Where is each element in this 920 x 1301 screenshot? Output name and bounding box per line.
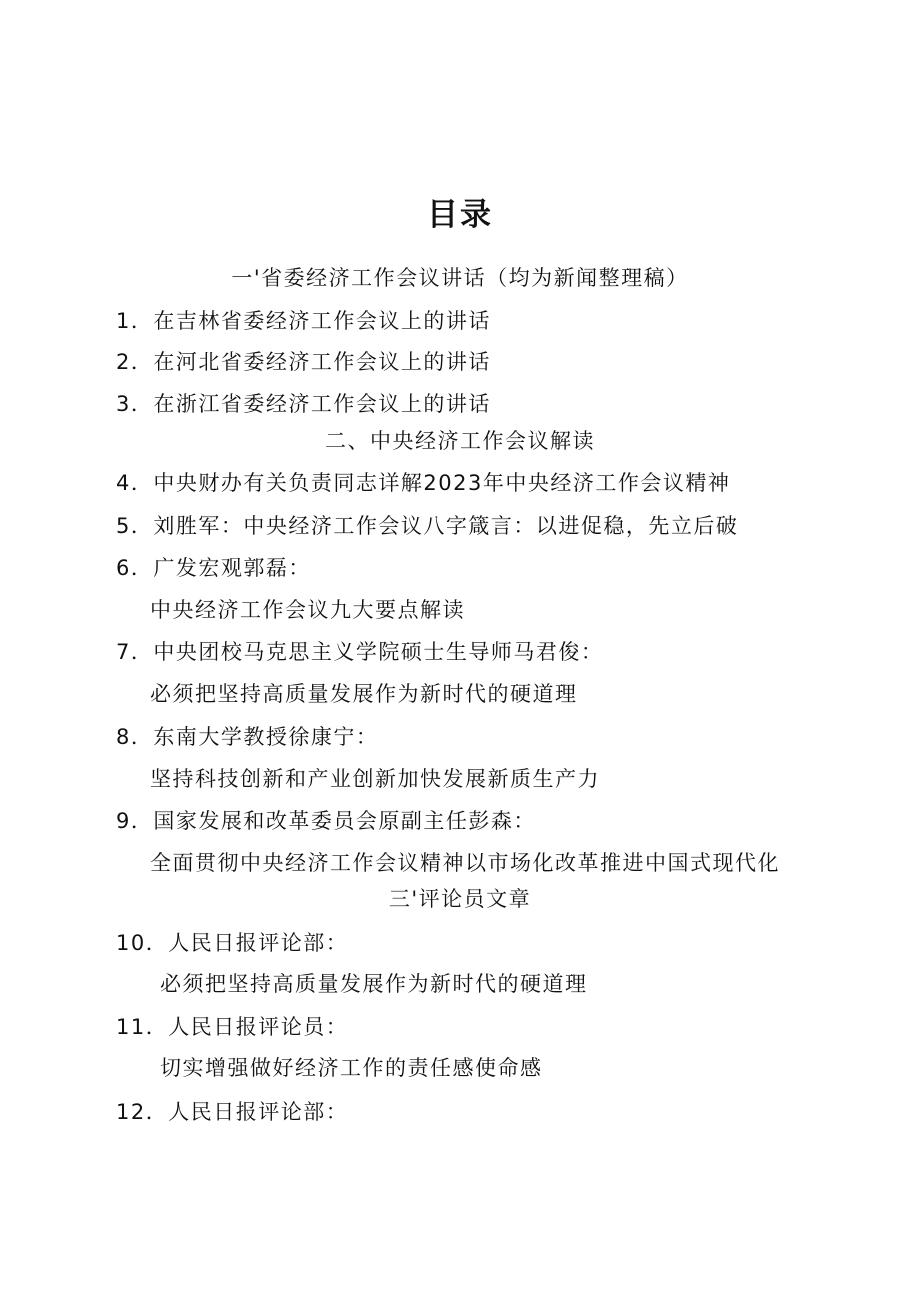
toc-entry-text: 刘胜军：中央经济工作会议八字箴言：以进促稳，先立后破 xyxy=(153,514,739,538)
toc-entry-number: 3 xyxy=(116,392,131,416)
toc-entry-text: 在河北省委经济工作会议上的讲话 xyxy=(153,350,491,374)
toc-entry-11[interactable]: 11．人民日报评论员： xyxy=(116,1011,348,1043)
toc-entry-7-subtitle[interactable]: 必须把坚持高质量发展作为新时代的硬道理 xyxy=(150,682,578,706)
toc-entry-text: 人民日报评论员： xyxy=(168,1015,349,1039)
toc-entry-number: 2 xyxy=(116,350,131,374)
toc-entry-text: 在吉林省委经济工作会议上的讲话 xyxy=(153,309,491,333)
toc-entry-number: 1 xyxy=(116,309,131,333)
toc-entry-text: 国家发展和改革委员会原副主任彭森： xyxy=(153,809,536,833)
toc-entry-11-subtitle[interactable]: 切实增强做好经济工作的责任感使命感 xyxy=(160,1056,543,1080)
toc-entry-number: 10 xyxy=(116,931,146,955)
toc-entry-number: 4 xyxy=(116,471,131,495)
toc-entry-2[interactable]: 2．在河北省委经济工作会议上的讲话 xyxy=(116,346,491,378)
toc-entry-number: 7 xyxy=(116,640,131,664)
toc-entry-text: 人民日报评论部： xyxy=(168,931,349,955)
toc-entry-text: 人民日报评论部： xyxy=(168,1100,349,1124)
toc-entry-number: 6 xyxy=(116,556,131,580)
toc-entry-number: 11 xyxy=(116,1015,146,1039)
section-heading-2: 二、中央经济工作会议解读 xyxy=(325,429,595,453)
toc-entry-12[interactable]: 12．人民日报评论部： xyxy=(116,1096,348,1128)
toc-entry-10-subtitle[interactable]: 必须把坚持高质量发展作为新时代的硬道理 xyxy=(160,972,588,996)
toc-entry-number: 12 xyxy=(116,1100,146,1124)
toc-entry-text: 广发宏观郭磊： xyxy=(153,556,311,580)
toc-entry-5[interactable]: 5．刘胜军：中央经济工作会议八字箴言：以进促稳，先立后破 xyxy=(116,510,738,542)
toc-entry-1[interactable]: 1．在吉林省委经济工作会议上的讲话 xyxy=(116,305,491,337)
toc-entry-text: 中央财办有关负责同志详解2023年中央经济工作会议精神 xyxy=(153,471,731,495)
toc-entry-number: 8 xyxy=(116,725,131,749)
toc-entry-9-subtitle[interactable]: 全面贯彻中央经济工作会议精神以市场化改革推进中国式现代化 xyxy=(150,851,780,875)
toc-entry-text: 在浙江省委经济工作会议上的讲话 xyxy=(153,392,491,416)
toc-entry-3[interactable]: 3．在浙江省委经济工作会议上的讲话 xyxy=(116,388,491,420)
toc-entry-6-subtitle[interactable]: 中央经济工作会议九大要点解读 xyxy=(150,598,465,622)
toc-entry-7[interactable]: 7．中央团校马克思主义学院硕士生导师马君俊： xyxy=(116,636,603,668)
toc-entry-text: 东南大学教授徐康宁： xyxy=(153,725,379,749)
toc-entry-number: 5 xyxy=(116,514,131,538)
section-heading-3: 三'评论员文章 xyxy=(388,887,532,911)
toc-entry-number: 9 xyxy=(116,809,131,833)
toc-entry-4[interactable]: 4．中央财办有关负责同志详解2023年中央经济工作会议精神 xyxy=(116,467,730,499)
toc-entry-text: 中央团校马克思主义学院硕士生导师马君俊： xyxy=(153,640,604,664)
toc-entry-10[interactable]: 10．人民日报评论部： xyxy=(116,927,348,959)
section-heading-1: 一'省委经济工作会议讲话（均为新闻整理稿） xyxy=(231,266,689,290)
page-title: 目录 xyxy=(427,197,493,233)
toc-entry-8[interactable]: 8．东南大学教授徐康宁： xyxy=(116,721,378,753)
toc-entry-9[interactable]: 9．国家发展和改革委员会原副主任彭森： xyxy=(116,805,536,837)
toc-entry-8-subtitle[interactable]: 坚持科技创新和产业创新加快发展新质生产力 xyxy=(150,767,600,791)
toc-entry-6[interactable]: 6．广发宏观郭磊： xyxy=(116,552,311,584)
